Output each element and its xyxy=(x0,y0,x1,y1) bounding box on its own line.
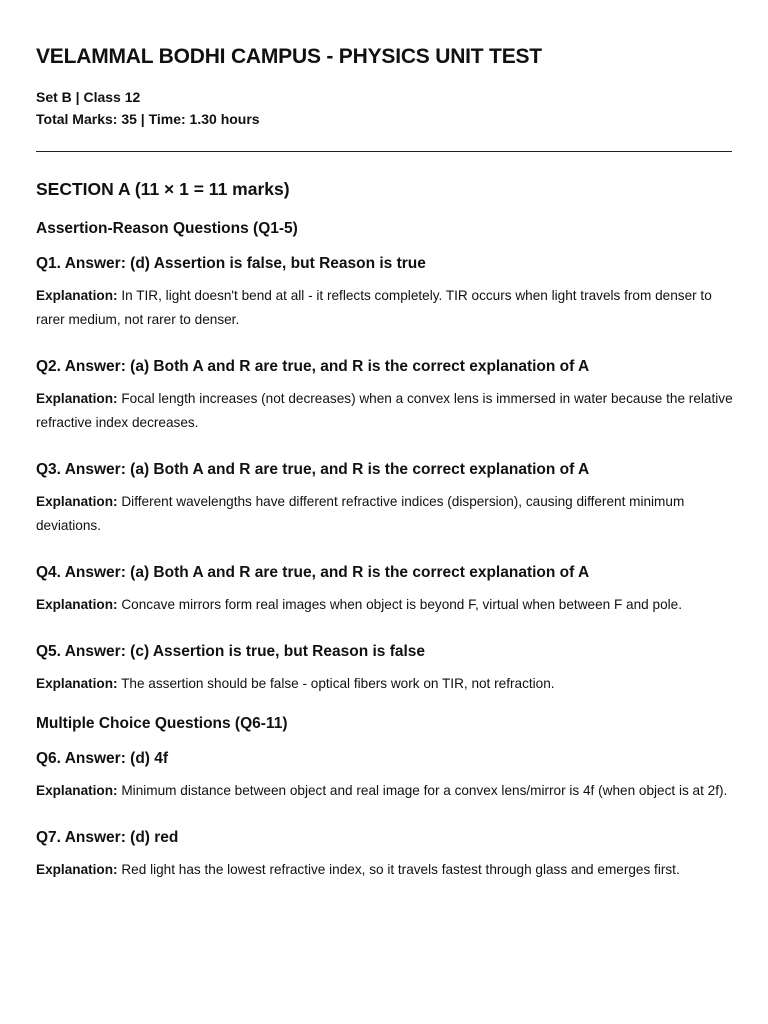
question-explanation xyxy=(36,387,736,435)
question-answer: Q3. Answer: (a) Both A and R are true, and R is the correct explanation of A xyxy=(36,461,590,478)
question-explanation xyxy=(36,593,736,617)
explanation-label: Explanation: xyxy=(36,597,118,612)
assertion-reason-heading: Assertion-Reason Questions (Q1-5) xyxy=(36,220,298,237)
explanation-label: Explanation: xyxy=(36,676,118,691)
question-answer: Q6. Answer: (d) 4f xyxy=(36,750,169,767)
explanation-text: Different wavelengths have different refractive indices (dispersion), causing different minimum deviations. xyxy=(36,494,685,533)
multiple-choice-heading: Multiple Choice Questions (Q6-11) xyxy=(36,715,288,732)
explanation-label: Explanation: xyxy=(36,288,118,303)
explanation-text: In TIR, light doesn't bend at all - it reflects completely. TIR occurs when light travels from denser to rarer medium, not rarer to denser. xyxy=(36,288,712,327)
question-5 xyxy=(36,641,732,696)
explanation-label: Explanation: xyxy=(36,391,118,406)
question-answer: Q2. Answer: (a) Both A and R are true, and R is the correct explanation of A xyxy=(36,358,590,375)
explanation-text: Minimum distance between object and real image for a convex lens/mirror is 4f (when object is at 2f). xyxy=(121,783,728,798)
question-explanation xyxy=(36,490,736,538)
question-explanation xyxy=(36,672,736,696)
question-answer: Q1. Answer: (d) Assertion is false, but Reason is true xyxy=(36,255,426,272)
explanation-text: Focal length increases (not decreases) when a convex lens is immersed in water because the relative refractive index decreases. xyxy=(36,391,733,430)
question-1 xyxy=(36,253,732,332)
question-answer: Q7. Answer: (d) red xyxy=(36,829,179,846)
question-2 xyxy=(36,356,732,435)
explanation-label: Explanation: xyxy=(36,783,118,798)
question-7 xyxy=(36,827,732,882)
explanation-label: Explanation: xyxy=(36,494,118,509)
question-answer: Q5. Answer: (c) Assertion is true, but Reason is false xyxy=(36,643,426,660)
explanation-label: Explanation: xyxy=(36,862,118,877)
explanation-text: Red light has the lowest refractive index, so it travels fastest through glass and emerges first. xyxy=(121,862,680,877)
set-class-line: Set B | Class 12 xyxy=(36,89,141,105)
section-a-heading: SECTION A (11 × 1 = 11 marks) xyxy=(36,179,290,199)
header-divider xyxy=(36,151,732,152)
explanation-text: The assertion should be false - optical fibers work on TIR, not refraction. xyxy=(121,676,555,691)
test-meta xyxy=(36,86,732,130)
question-3 xyxy=(36,459,732,538)
question-answer: Q4. Answer: (a) Both A and R are true, and R is the correct explanation of A xyxy=(36,564,590,581)
question-explanation xyxy=(36,858,736,882)
question-explanation xyxy=(36,779,736,803)
question-4 xyxy=(36,562,732,617)
question-6 xyxy=(36,748,732,803)
page-title: VELAMMAL BODHI CAMPUS - PHYSICS UNIT TEST xyxy=(36,45,542,68)
explanation-text: Concave mirrors form real images when object is beyond F, virtual when between F and pole. xyxy=(121,597,682,612)
question-explanation xyxy=(36,284,736,332)
marks-time-line: Total Marks: 35 | Time: 1.30 hours xyxy=(36,111,260,127)
